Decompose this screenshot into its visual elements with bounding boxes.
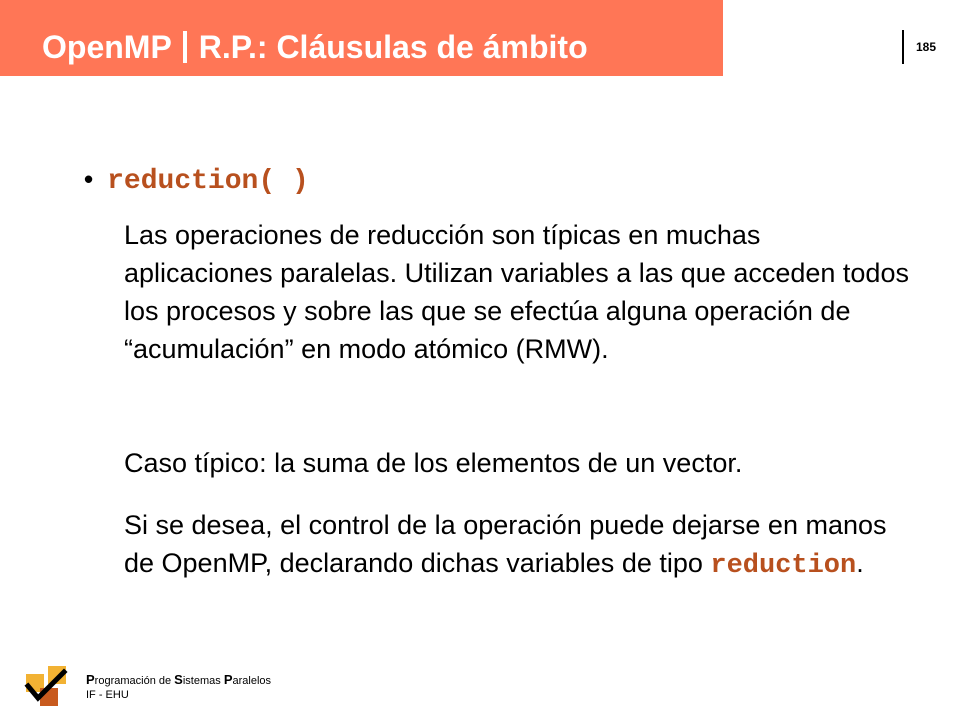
paragraph3-end: . [856,548,864,578]
bullet-heading [84,166,309,197]
page-number: 185 [916,40,937,54]
bullet-icon: • [84,164,94,194]
paragraph-definition: Las operaciones de reducción son típicas en muchas aplicaciones paralelas. Utilizan variables a las que acceden todos los procesos y sobre las que se efectúa alguna operación de “acumulación” en modo atómico (RMW). [124,220,909,364]
title-app-name: OpenMP [42,28,172,65]
title-separator [183,31,187,63]
bullet-code-label: reduction( ) [107,166,309,197]
paragraph3-text: Si se desea, el control de la operación puede dejarse en manos de OpenMP, declarando dichas variables de tipo [124,510,887,578]
checkmark-logo-icon [22,666,70,706]
footer-course-name: Programación de Sistemas Paralelos [86,672,272,687]
page-number-divider [902,30,904,64]
page-number-block [902,30,936,64]
paragraph-openmp-control [124,506,914,585]
paragraph-typical-case: Caso típico: la suma de los elementos de un vector. [124,448,743,478]
reduction-keyword: reduction [710,551,857,581]
slide-title [42,25,588,69]
footer-institution: IF - EHU [86,689,129,701]
title-text: R.P.: Cláusulas de ámbito [198,28,588,65]
